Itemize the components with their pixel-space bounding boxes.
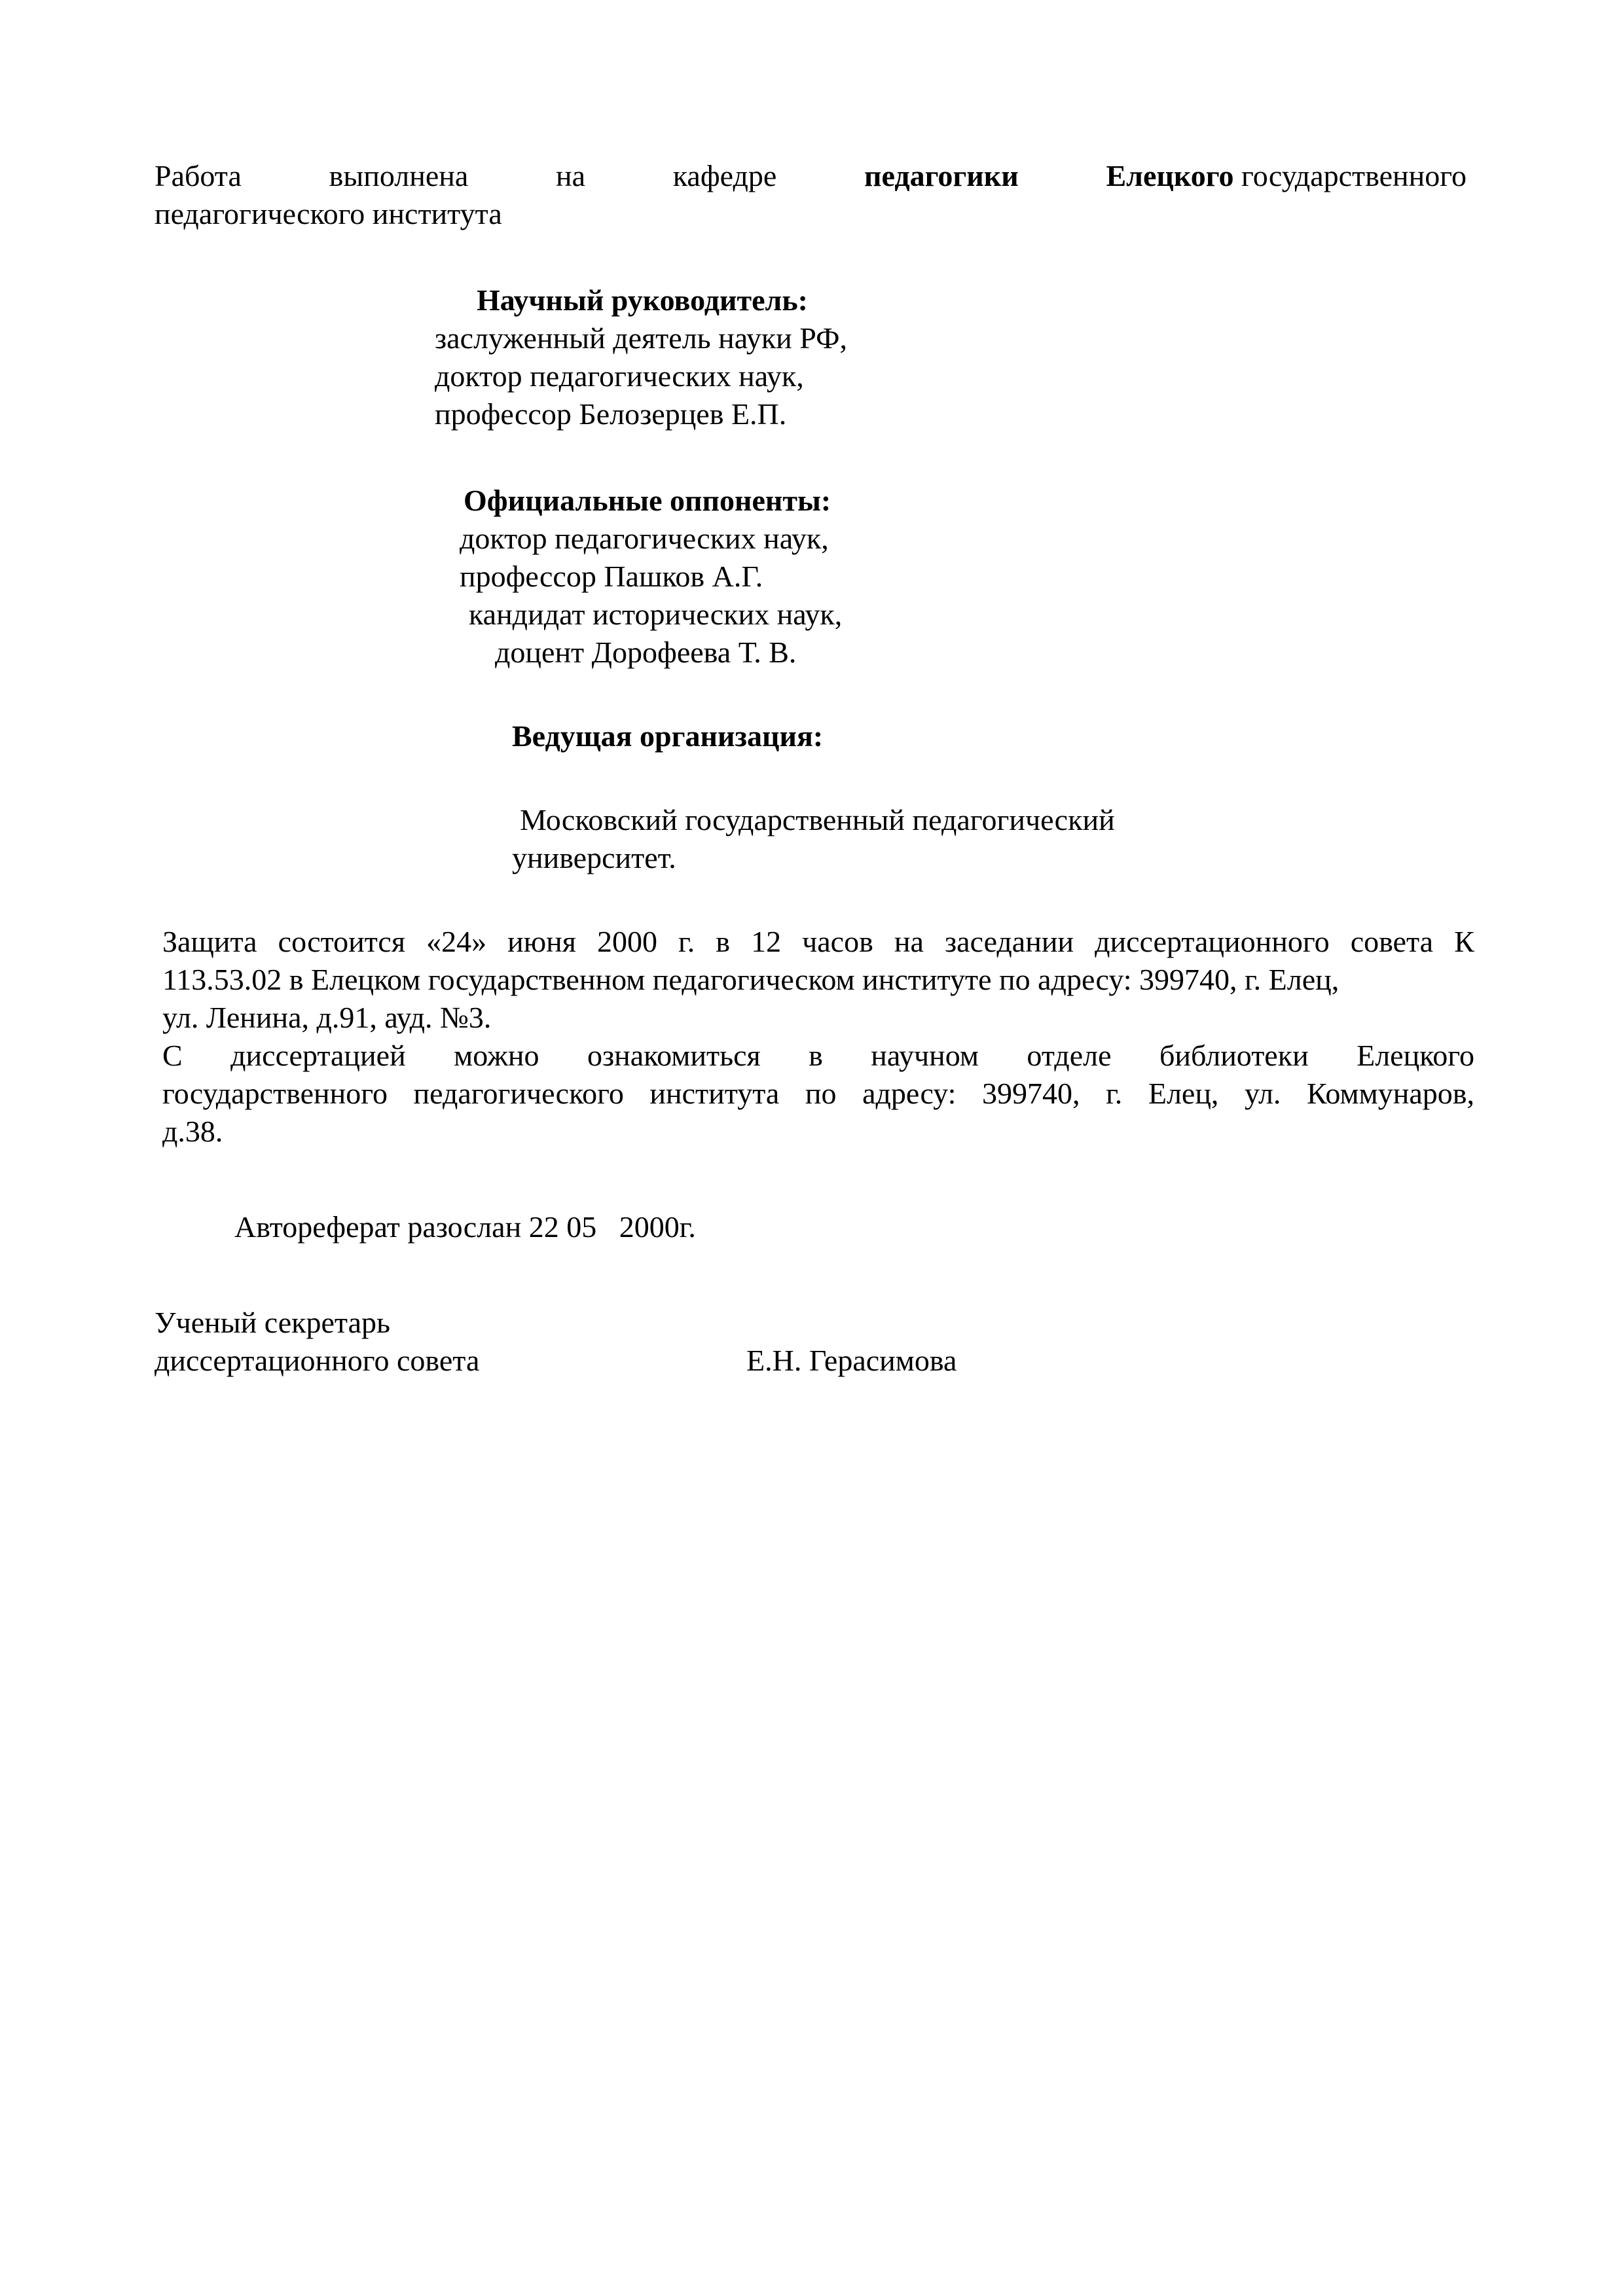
header-word: кафедре	[672, 159, 777, 192]
defense-line-6: д.38.	[162, 1115, 223, 1148]
header-word: выполнена	[329, 159, 469, 192]
opponents-line: доцент Дорофеева Т. В.	[495, 636, 797, 669]
defense-word: К	[1454, 925, 1474, 958]
defense-word: часов	[802, 925, 873, 958]
defense-word: педагогического	[413, 1077, 624, 1110]
defense-word: г.	[678, 925, 695, 958]
defense-word: адресу:	[862, 1077, 957, 1110]
defense-word: Коммунаров,	[1307, 1077, 1474, 1110]
opponents-title: Официальные оппоненты:	[464, 484, 831, 517]
defense-word: 12	[751, 925, 782, 958]
defense-line-3: ул. Ленина, д.91, ауд. №3.	[162, 1001, 492, 1034]
defense-word: государственного	[162, 1077, 388, 1110]
defense-word: можно	[454, 1039, 539, 1072]
defense-line-4	[162, 1037, 1474, 1075]
supervisor-title: Научный руководитель:	[477, 283, 808, 317]
opponents-line: доктор педагогических наук,	[460, 522, 829, 555]
secretary-title: Ученый секретарь	[155, 1306, 390, 1339]
supervisor-line: заслуженный деятель науки РФ,	[435, 321, 847, 355]
defense-word: состоится	[278, 925, 405, 958]
defense-word: диссертационного	[1095, 925, 1330, 958]
defense-word: С	[162, 1039, 183, 1072]
defense-word: 2000	[596, 925, 657, 958]
defense-word: Защита	[162, 925, 257, 958]
secretary-name: Е.Н. Герасимова	[746, 1344, 957, 1377]
defense-word: г.	[1106, 1077, 1123, 1110]
header-bold-word: Елецкого	[1106, 159, 1234, 192]
supervisor-line: профессор Белозерцев Е.П.	[435, 397, 787, 431]
defense-word: отделе	[1027, 1039, 1112, 1072]
leading-org-line: Московский государственный педагогический	[520, 803, 1115, 836]
defense-word: заседании	[945, 925, 1074, 958]
defense-word: Елец,	[1148, 1077, 1219, 1110]
header-word: на	[556, 159, 586, 192]
opponents-line: профессор Пашков А.Г.	[460, 560, 763, 593]
defense-word: библиотеки	[1159, 1039, 1309, 1072]
defense-word: Елецкого	[1357, 1039, 1474, 1072]
header-line-1	[155, 157, 1467, 195]
defense-word: «24»	[426, 925, 487, 958]
header-word: государственного	[1241, 159, 1467, 192]
header-line-2: педагогического института	[155, 197, 502, 230]
supervisor-line: доктор педагогических наук,	[435, 359, 804, 393]
defense-word: ул.	[1245, 1077, 1281, 1110]
defense-word: научном	[871, 1039, 979, 1072]
secretary-council: диссертационного совета	[155, 1344, 480, 1377]
dispatch-text: Автореферат разослан 22 05 2000г.	[234, 1210, 696, 1244]
defense-word: 399740,	[982, 1077, 1080, 1110]
defense-line-5	[162, 1075, 1474, 1113]
defense-word: института	[649, 1077, 780, 1110]
defense-word: ознакомиться	[587, 1039, 761, 1072]
defense-line-1	[162, 923, 1474, 961]
header-bold-word: педагогики	[864, 159, 1019, 192]
header-word: Работа	[155, 159, 242, 192]
leading-org-line: университет.	[512, 841, 676, 874]
defense-word: в	[716, 925, 730, 958]
defense-word: на	[894, 925, 924, 958]
leading-org-title: Ведущая организация:	[512, 719, 824, 753]
defense-word: в	[809, 1039, 823, 1072]
defense-word: по	[805, 1077, 837, 1110]
defense-line-2: 113.53.02 в Елецком государственном педагогическом институте по адресу: 399740, г. Елец,	[162, 963, 1340, 996]
defense-word: июня	[507, 925, 576, 958]
defense-word: диссертацией	[230, 1039, 406, 1072]
opponents-line: кандидат исторических наук,	[469, 598, 843, 631]
defense-word: совета	[1350, 925, 1434, 958]
